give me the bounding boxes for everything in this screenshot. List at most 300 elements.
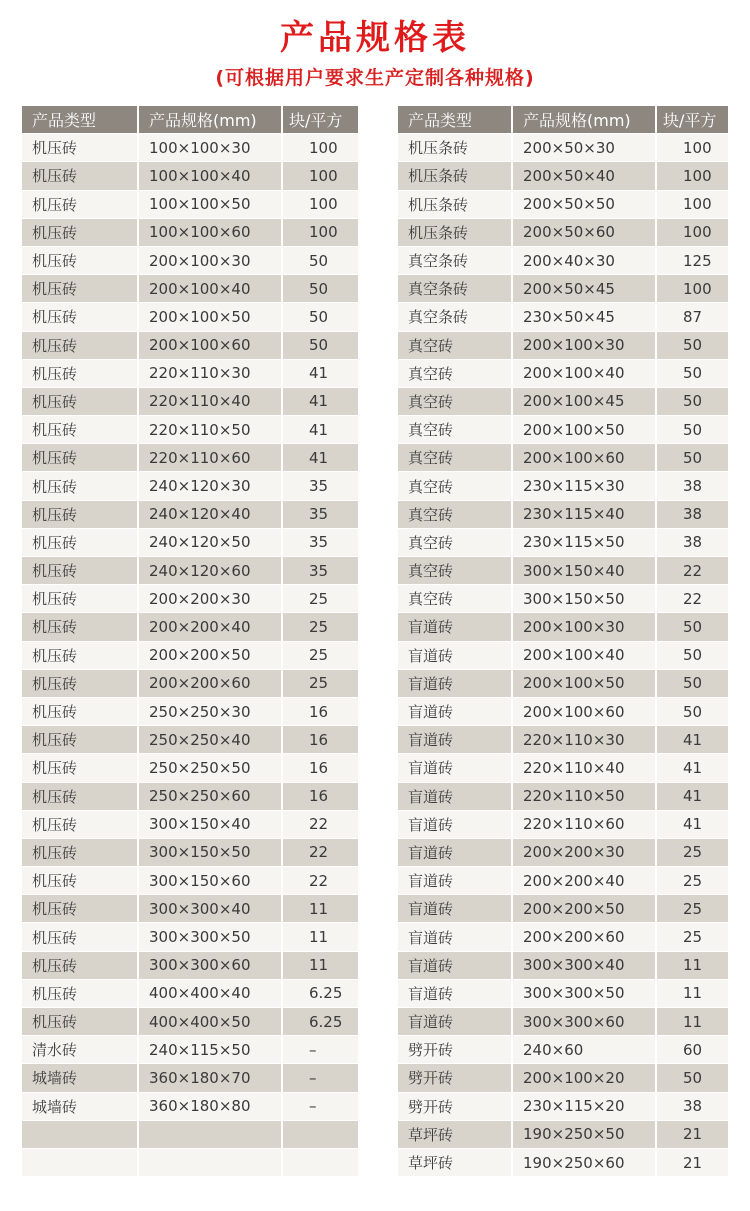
table-row: [22, 416, 358, 444]
cell-product-type: 机压砖: [22, 557, 138, 585]
cell-product-type: 机压砖: [22, 697, 138, 725]
cell-product-spec: 200×100×30: [512, 331, 656, 359]
table-row: [22, 387, 358, 415]
table-row: [22, 134, 358, 162]
cell-pieces-per-sqm: [282, 1148, 358, 1176]
cell-product-type: 机压砖: [22, 782, 138, 810]
cell-product-type: 盲道砖: [398, 641, 512, 669]
cell-product-spec: 300×300×50: [138, 923, 282, 951]
cell-product-type: 盲道砖: [398, 810, 512, 838]
cell-pieces-per-sqm: 25: [282, 585, 358, 613]
table-row: [22, 754, 358, 782]
cell-pieces-per-sqm: 50: [656, 697, 728, 725]
cell-product-type: 盲道砖: [398, 867, 512, 895]
cell-product-type: 机压砖: [22, 923, 138, 951]
table-row: [22, 331, 358, 359]
cell-product-type: 真空条砖: [398, 303, 512, 331]
table-row: [22, 613, 358, 641]
cell-pieces-per-sqm: 41: [282, 387, 358, 415]
table-row: [398, 331, 728, 359]
cell-product-type: 真空砖: [398, 472, 512, 500]
cell-product-type: 机压砖: [22, 387, 138, 415]
table-row: [22, 1092, 358, 1120]
cell-product-type: 机压砖: [22, 669, 138, 697]
cell-pieces-per-sqm: 38: [656, 472, 728, 500]
cell-product-type: 城墙砖: [22, 1092, 138, 1120]
cell-product-type: 机压砖: [22, 134, 138, 162]
table-row: [22, 1036, 358, 1064]
cell-pieces-per-sqm: 100: [282, 218, 358, 246]
table-row: [22, 669, 358, 697]
cell-pieces-per-sqm: 38: [656, 1092, 728, 1120]
cell-product-type: 机压砖: [22, 416, 138, 444]
header-product-type: 产品类型: [398, 106, 512, 134]
cell-product-spec: 200×100×60: [512, 444, 656, 472]
table-row: [398, 303, 728, 331]
header-pieces-per-sqm: 块/平方: [282, 106, 358, 134]
table-row: [22, 1120, 358, 1148]
cell-product-spec: 200×200×30: [512, 838, 656, 866]
cell-product-spec: 300×300×60: [138, 951, 282, 979]
cell-product-type: 劈开砖: [398, 1064, 512, 1092]
table-row: [398, 782, 728, 810]
cell-pieces-per-sqm: 22: [282, 867, 358, 895]
table-row: [398, 810, 728, 838]
cell-pieces-per-sqm: 11: [282, 895, 358, 923]
cell-product-type: 真空砖: [398, 331, 512, 359]
table-row: [398, 1008, 728, 1036]
cell-pieces-per-sqm: 50: [656, 444, 728, 472]
cell-product-spec: 220×110×40: [138, 387, 282, 415]
cell-product-spec: 200×50×50: [512, 190, 656, 218]
cell-pieces-per-sqm: 125: [656, 246, 728, 274]
cell-product-spec: 230×115×30: [512, 472, 656, 500]
spec-table-left-body: [22, 134, 358, 1177]
cell-pieces-per-sqm: 50: [282, 331, 358, 359]
cell-pieces-per-sqm: 100: [656, 190, 728, 218]
cell-product-type: 盲道砖: [398, 951, 512, 979]
cell-pieces-per-sqm: 50: [282, 275, 358, 303]
cell-pieces-per-sqm: 21: [656, 1148, 728, 1176]
page-title: 产品规格表: [280, 18, 470, 58]
cell-product-spec: 200×100×60: [512, 697, 656, 725]
cell-product-spec: 220×110×60: [512, 810, 656, 838]
cell-pieces-per-sqm: 11: [656, 951, 728, 979]
cell-product-type: 真空砖: [398, 387, 512, 415]
cell-product-spec: 220×110×50: [138, 416, 282, 444]
cell-pieces-per-sqm: 22: [282, 838, 358, 866]
cell-product-type: 机压条砖: [398, 162, 512, 190]
cell-pieces-per-sqm: 100: [282, 162, 358, 190]
cell-product-spec: 360×180×80: [138, 1092, 282, 1120]
cell-product-spec: 300×150×50: [138, 838, 282, 866]
cell-pieces-per-sqm: 87: [656, 303, 728, 331]
header-product-type: 产品类型: [22, 106, 138, 134]
table-row: [398, 500, 728, 528]
cell-pieces-per-sqm: 11: [656, 979, 728, 1007]
cell-product-type: 机压砖: [22, 754, 138, 782]
cell-product-type: 机压砖: [22, 1008, 138, 1036]
cell-product-spec: 230×115×20: [512, 1092, 656, 1120]
cell-product-spec: 100×100×50: [138, 190, 282, 218]
cell-product-type: 真空条砖: [398, 246, 512, 274]
cell-product-type: 机压砖: [22, 528, 138, 556]
cell-product-type: 机压砖: [22, 275, 138, 303]
cell-product-spec: 200×50×30: [512, 134, 656, 162]
cell-pieces-per-sqm: 41: [656, 726, 728, 754]
table-row: [398, 1148, 728, 1176]
cell-product-type: 盲道砖: [398, 979, 512, 1007]
cell-product-spec: 200×100×40: [512, 359, 656, 387]
cell-pieces-per-sqm: 25: [656, 895, 728, 923]
cell-pieces-per-sqm: 41: [656, 810, 728, 838]
cell-product-type: 盲道砖: [398, 613, 512, 641]
cell-product-spec: 200×50×40: [512, 162, 656, 190]
cell-product-spec: 200×100×20: [512, 1064, 656, 1092]
cell-pieces-per-sqm: 25: [282, 613, 358, 641]
cell-pieces-per-sqm: 50: [656, 613, 728, 641]
table-row: [398, 528, 728, 556]
cell-product-type: 真空砖: [398, 528, 512, 556]
spec-table-right-body: [398, 134, 728, 1177]
table-row: [22, 500, 358, 528]
cell-product-type: 盲道砖: [398, 923, 512, 951]
cell-product-type: [22, 1120, 138, 1148]
cell-product-type: 盲道砖: [398, 754, 512, 782]
table-row: [398, 444, 728, 472]
cell-product-spec: 200×100×50: [138, 303, 282, 331]
cell-product-spec: 220×110×30: [512, 726, 656, 754]
cell-product-spec: 100×100×60: [138, 218, 282, 246]
cell-product-type: 劈开砖: [398, 1036, 512, 1064]
table-row: [22, 444, 358, 472]
table-row: [22, 557, 358, 585]
cell-pieces-per-sqm: 100: [656, 218, 728, 246]
cell-product-spec: 400×400×40: [138, 979, 282, 1007]
cell-product-spec: 230×115×50: [512, 528, 656, 556]
cell-product-spec: 230×115×40: [512, 500, 656, 528]
cell-product-spec: 300×300×60: [512, 1008, 656, 1036]
cell-pieces-per-sqm: –: [282, 1036, 358, 1064]
cell-pieces-per-sqm: –: [282, 1092, 358, 1120]
cell-product-type: 机压砖: [22, 895, 138, 923]
table-row: [22, 585, 358, 613]
table-row: [398, 1092, 728, 1120]
cell-product-type: 盲道砖: [398, 669, 512, 697]
cell-product-spec: 250×250×60: [138, 782, 282, 810]
table-row: [398, 359, 728, 387]
cell-product-spec: 200×200×30: [138, 585, 282, 613]
cell-pieces-per-sqm: 35: [282, 472, 358, 500]
cell-product-type: 机压条砖: [398, 218, 512, 246]
cell-product-type: 机压砖: [22, 867, 138, 895]
table-row: [22, 838, 358, 866]
cell-product-type: 机压砖: [22, 246, 138, 274]
cell-pieces-per-sqm: 6.25: [282, 979, 358, 1007]
table-row: [398, 472, 728, 500]
cell-pieces-per-sqm: 16: [282, 697, 358, 725]
cell-product-type: 真空砖: [398, 416, 512, 444]
table-row: [22, 923, 358, 951]
table-row: [398, 1036, 728, 1064]
table-row: [22, 810, 358, 838]
cell-product-type: 真空砖: [398, 444, 512, 472]
cell-pieces-per-sqm: [282, 1120, 358, 1148]
table-row: [398, 557, 728, 585]
spec-table-left: [22, 106, 358, 1177]
cell-product-spec: 200×200×60: [138, 669, 282, 697]
table-row: [22, 697, 358, 725]
cell-product-type: 机压砖: [22, 641, 138, 669]
cell-pieces-per-sqm: 22: [656, 585, 728, 613]
cell-product-type: 盲道砖: [398, 697, 512, 725]
cell-product-spec: 200×200×40: [512, 867, 656, 895]
cell-product-spec: 200×100×30: [138, 246, 282, 274]
cell-product-spec: 100×100×30: [138, 134, 282, 162]
cell-product-type: 机压砖: [22, 613, 138, 641]
table-row: [22, 162, 358, 190]
cell-product-spec: 200×100×60: [138, 331, 282, 359]
cell-product-spec: 250×250×30: [138, 697, 282, 725]
cell-product-spec: 400×400×50: [138, 1008, 282, 1036]
table-row: [398, 697, 728, 725]
cell-product-type: 真空砖: [398, 359, 512, 387]
cell-pieces-per-sqm: 25: [656, 838, 728, 866]
cell-product-spec: [138, 1148, 282, 1176]
table-row: [398, 754, 728, 782]
table-row: [398, 895, 728, 923]
table-row: [22, 472, 358, 500]
header-product-spec: 产品规格(mm): [138, 106, 282, 134]
cell-pieces-per-sqm: 50: [282, 303, 358, 331]
cell-pieces-per-sqm: 41: [282, 416, 358, 444]
cell-product-type: 机压砖: [22, 951, 138, 979]
table-row: [398, 190, 728, 218]
cell-product-spec: 200×50×60: [512, 218, 656, 246]
cell-product-spec: 200×100×30: [512, 613, 656, 641]
cell-pieces-per-sqm: 11: [282, 951, 358, 979]
cell-product-spec: 300×150×40: [138, 810, 282, 838]
cell-product-spec: [138, 1120, 282, 1148]
cell-product-type: 机压砖: [22, 162, 138, 190]
cell-product-spec: 200×50×45: [512, 275, 656, 303]
header-pieces-per-sqm: 块/平方: [656, 106, 728, 134]
cell-product-spec: 190×250×50: [512, 1120, 656, 1148]
table-row: [398, 162, 728, 190]
table-row: [22, 1064, 358, 1092]
table-row: [22, 359, 358, 387]
cell-product-spec: 250×250×40: [138, 726, 282, 754]
cell-product-spec: 190×250×60: [512, 1148, 656, 1176]
cell-product-spec: 200×200×40: [138, 613, 282, 641]
table-row: [398, 134, 728, 162]
cell-product-spec: 100×100×40: [138, 162, 282, 190]
cell-pieces-per-sqm: 25: [656, 867, 728, 895]
cell-pieces-per-sqm: 22: [656, 557, 728, 585]
table-row: [398, 838, 728, 866]
cell-product-type: 机压砖: [22, 726, 138, 754]
cell-product-spec: 300×300×40: [512, 951, 656, 979]
cell-pieces-per-sqm: 16: [282, 726, 358, 754]
cell-product-spec: 200×100×45: [512, 387, 656, 415]
cell-product-type: 机压砖: [22, 979, 138, 1007]
cell-product-type: 劈开砖: [398, 1092, 512, 1120]
cell-pieces-per-sqm: 38: [656, 500, 728, 528]
table-header-row: [398, 106, 728, 134]
table-row: [22, 867, 358, 895]
cell-pieces-per-sqm: 38: [656, 528, 728, 556]
cell-product-spec: 220×110×50: [512, 782, 656, 810]
cell-pieces-per-sqm: 22: [282, 810, 358, 838]
cell-pieces-per-sqm: 16: [282, 782, 358, 810]
cell-pieces-per-sqm: 11: [282, 923, 358, 951]
header-product-spec: 产品规格(mm): [512, 106, 656, 134]
table-row: [22, 641, 358, 669]
cell-pieces-per-sqm: 25: [282, 641, 358, 669]
table-header-row: [22, 106, 358, 134]
cell-product-type: 机压砖: [22, 218, 138, 246]
cell-product-type: 城墙砖: [22, 1064, 138, 1092]
cell-pieces-per-sqm: 35: [282, 528, 358, 556]
table-row: [398, 641, 728, 669]
table-row: [398, 923, 728, 951]
cell-pieces-per-sqm: 41: [656, 754, 728, 782]
cell-pieces-per-sqm: 35: [282, 500, 358, 528]
table-row: [398, 951, 728, 979]
table-row: [22, 528, 358, 556]
cell-product-type: 真空条砖: [398, 275, 512, 303]
cell-pieces-per-sqm: 35: [282, 557, 358, 585]
cell-product-spec: 200×100×50: [512, 416, 656, 444]
table-row: [22, 275, 358, 303]
cell-product-spec: 240×120×60: [138, 557, 282, 585]
cell-pieces-per-sqm: 100: [282, 190, 358, 218]
table-row: [398, 726, 728, 754]
cell-pieces-per-sqm: 100: [282, 134, 358, 162]
cell-pieces-per-sqm: 100: [656, 162, 728, 190]
table-row: [22, 895, 358, 923]
table-row: [22, 246, 358, 274]
table-row: [22, 951, 358, 979]
cell-product-spec: 200×200×50: [512, 895, 656, 923]
cell-product-spec: 300×150×40: [512, 557, 656, 585]
cell-pieces-per-sqm: 11: [656, 1008, 728, 1036]
cell-product-spec: 200×200×60: [512, 923, 656, 951]
cell-product-type: 机压条砖: [398, 190, 512, 218]
cell-product-spec: 300×300×50: [512, 979, 656, 1007]
spec-table-right: [398, 106, 728, 1177]
table-row: [22, 303, 358, 331]
table-row: [398, 387, 728, 415]
cell-pieces-per-sqm: 41: [656, 782, 728, 810]
cell-pieces-per-sqm: 100: [656, 134, 728, 162]
cell-product-type: 机压砖: [22, 810, 138, 838]
cell-pieces-per-sqm: 60: [656, 1036, 728, 1064]
cell-pieces-per-sqm: 16: [282, 754, 358, 782]
cell-pieces-per-sqm: 50: [656, 387, 728, 415]
cell-product-type: 草坪砖: [398, 1148, 512, 1176]
table-row: [22, 782, 358, 810]
cell-product-type: 盲道砖: [398, 726, 512, 754]
cell-product-type: 盲道砖: [398, 1008, 512, 1036]
table-row: [22, 1008, 358, 1036]
cell-pieces-per-sqm: 41: [282, 359, 358, 387]
cell-pieces-per-sqm: 50: [656, 1064, 728, 1092]
cell-product-type: 清水砖: [22, 1036, 138, 1064]
table-row: [398, 585, 728, 613]
cell-product-type: 机压条砖: [398, 134, 512, 162]
cell-pieces-per-sqm: 25: [282, 669, 358, 697]
table-row: [398, 669, 728, 697]
table-row: [22, 979, 358, 1007]
cell-product-spec: 200×200×50: [138, 641, 282, 669]
cell-product-type: 真空砖: [398, 500, 512, 528]
cell-product-spec: 250×250×50: [138, 754, 282, 782]
cell-product-spec: 300×300×40: [138, 895, 282, 923]
cell-pieces-per-sqm: 50: [656, 669, 728, 697]
cell-product-type: 盲道砖: [398, 895, 512, 923]
table-row: [398, 1064, 728, 1092]
table-row: [398, 275, 728, 303]
cell-product-type: 机压砖: [22, 359, 138, 387]
cell-pieces-per-sqm: 21: [656, 1120, 728, 1148]
cell-product-type: 机压砖: [22, 331, 138, 359]
cell-product-spec: 200×40×30: [512, 246, 656, 274]
cell-product-type: 草坪砖: [398, 1120, 512, 1148]
cell-product-type: [22, 1148, 138, 1176]
cell-pieces-per-sqm: 50: [656, 331, 728, 359]
cell-product-spec: 200×100×40: [138, 275, 282, 303]
cell-product-type: 机压砖: [22, 190, 138, 218]
table-row: [398, 246, 728, 274]
table-row: [398, 1120, 728, 1148]
cell-pieces-per-sqm: 25: [656, 923, 728, 951]
cell-pieces-per-sqm: 50: [656, 641, 728, 669]
cell-product-spec: 300×150×50: [512, 585, 656, 613]
table-row: [22, 218, 358, 246]
cell-product-spec: 220×110×60: [138, 444, 282, 472]
cell-product-type: 真空砖: [398, 557, 512, 585]
cell-product-type: 真空砖: [398, 585, 512, 613]
cell-product-type: 机压砖: [22, 444, 138, 472]
cell-pieces-per-sqm: 50: [656, 416, 728, 444]
cell-product-spec: 240×115×50: [138, 1036, 282, 1064]
table-row: [22, 726, 358, 754]
table-row: [22, 1148, 358, 1176]
cell-product-type: 机压砖: [22, 838, 138, 866]
table-row: [398, 979, 728, 1007]
cell-product-spec: 220×110×40: [512, 754, 656, 782]
table-row: [398, 218, 728, 246]
cell-product-spec: 240×120×50: [138, 528, 282, 556]
cell-product-spec: 200×100×50: [512, 669, 656, 697]
cell-product-type: 盲道砖: [398, 782, 512, 810]
cell-product-spec: 240×120×30: [138, 472, 282, 500]
cell-product-type: 机压砖: [22, 585, 138, 613]
cell-product-spec: 240×60: [512, 1036, 656, 1064]
cell-product-spec: 220×110×30: [138, 359, 282, 387]
cell-product-type: 盲道砖: [398, 838, 512, 866]
table-row: [398, 867, 728, 895]
table-row: [398, 613, 728, 641]
cell-pieces-per-sqm: –: [282, 1064, 358, 1092]
table-row: [22, 190, 358, 218]
cell-pieces-per-sqm: 100: [656, 275, 728, 303]
cell-pieces-per-sqm: 6.25: [282, 1008, 358, 1036]
cell-product-spec: 360×180×70: [138, 1064, 282, 1092]
cell-product-spec: 230×50×45: [512, 303, 656, 331]
cell-pieces-per-sqm: 41: [282, 444, 358, 472]
